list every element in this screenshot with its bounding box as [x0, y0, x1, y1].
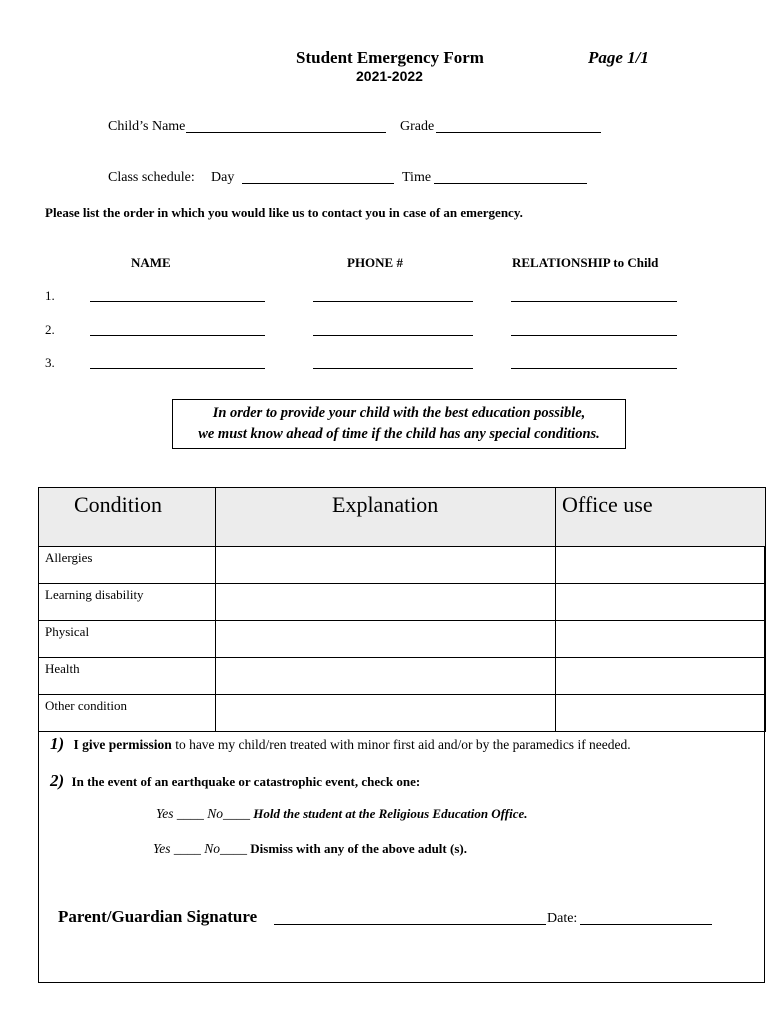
time-label: Time	[402, 170, 432, 185]
signature-label: Parent/Guardian Signature	[58, 907, 258, 926]
permission-item-2	[50, 771, 420, 791]
contact-3-phone-field[interactable]	[313, 368, 473, 369]
explanation-cell[interactable]	[216, 621, 556, 658]
table-row	[39, 584, 766, 621]
item-1-bold: I give permission	[73, 737, 172, 752]
office-use-cell[interactable]	[556, 584, 766, 621]
page-number: Page 1/1	[588, 48, 649, 67]
explanation-cell[interactable]	[216, 547, 556, 584]
option-2-text: Dismiss with any of the above adult (s).	[247, 841, 467, 856]
table-row	[39, 695, 766, 732]
header-office-use: Office use	[556, 488, 766, 547]
option-1-text: Hold the student at the Religious Education Office.	[250, 806, 528, 821]
table-header-row	[39, 488, 766, 547]
form-title: Student Emergency Form	[296, 48, 484, 67]
option-hold-student[interactable]	[156, 806, 528, 822]
table-row	[39, 658, 766, 695]
option-dismiss[interactable]	[153, 841, 467, 857]
day-label: Day	[211, 170, 235, 185]
condition-label: Other condition	[39, 695, 216, 732]
contact-1-relationship-field[interactable]	[511, 301, 677, 302]
item-2-text: In the event of an earthquake or catastrophic event, check one:	[71, 774, 421, 789]
grade-field[interactable]	[436, 132, 601, 133]
contact-3-name-field[interactable]	[90, 368, 265, 369]
office-use-cell[interactable]	[556, 547, 766, 584]
condition-label: Health	[39, 658, 216, 695]
contact-instruction: Please list the order in which you would like us to contact you in case of an emergency.	[45, 205, 523, 220]
class-schedule-label: Class schedule:	[108, 170, 195, 185]
item-1-number: 1)	[50, 734, 65, 753]
contact-row-number: 2.	[45, 322, 55, 337]
option-2-yes-no[interactable]: Yes ____ No____	[153, 841, 248, 856]
column-name-header: NAME	[131, 255, 171, 270]
condition-label: Allergies	[39, 547, 216, 584]
office-use-cell[interactable]	[556, 621, 766, 658]
school-year: 2021-2022	[356, 68, 423, 84]
contact-2-name-field[interactable]	[90, 335, 265, 336]
contact-row-number: 3.	[45, 355, 55, 370]
item-2-number: 2)	[50, 771, 65, 790]
office-use-cell[interactable]	[556, 695, 766, 732]
condition-label: Physical	[39, 621, 216, 658]
explanation-cell[interactable]	[216, 695, 556, 732]
permission-item-1	[50, 734, 631, 754]
contact-2-relationship-field[interactable]	[511, 335, 677, 336]
table-row	[39, 621, 766, 658]
child-name-field[interactable]	[186, 132, 386, 133]
contact-1-phone-field[interactable]	[313, 301, 473, 302]
condition-label: Learning disability	[39, 584, 216, 621]
contact-2-phone-field[interactable]	[313, 335, 473, 336]
child-name-label: Child’s Name	[108, 119, 186, 134]
grade-label: Grade	[400, 119, 435, 134]
header-condition: Condition	[39, 488, 216, 547]
signature-field[interactable]	[274, 924, 546, 925]
column-relationship-header: RELATIONSHIP to Child	[512, 255, 659, 270]
explanation-cell[interactable]	[216, 658, 556, 695]
table-row	[39, 547, 766, 584]
explanation-cell[interactable]	[216, 584, 556, 621]
column-phone-header: PHONE #	[347, 255, 403, 270]
conditions-table	[38, 487, 766, 732]
office-use-cell[interactable]	[556, 658, 766, 695]
time-field[interactable]	[434, 183, 587, 184]
item-1-text: to have my child/ren treated with minor first aid and/or by the paramedics if needed.	[171, 737, 631, 752]
date-field[interactable]	[580, 924, 712, 925]
special-conditions-notice	[172, 399, 626, 449]
notice-line-1: In order to provide your child with the best education possible,	[212, 405, 586, 421]
contact-row-number: 1.	[45, 288, 55, 303]
contact-1-name-field[interactable]	[90, 301, 265, 302]
header-explanation: Explanation	[216, 488, 556, 547]
notice-line-2: we must know ahead of time if the child has any special conditions.	[198, 426, 600, 442]
option-1-yes-no[interactable]: Yes ____ No____	[156, 806, 251, 821]
contact-3-relationship-field[interactable]	[511, 368, 677, 369]
date-label: Date:	[547, 911, 578, 926]
day-field[interactable]	[242, 183, 394, 184]
